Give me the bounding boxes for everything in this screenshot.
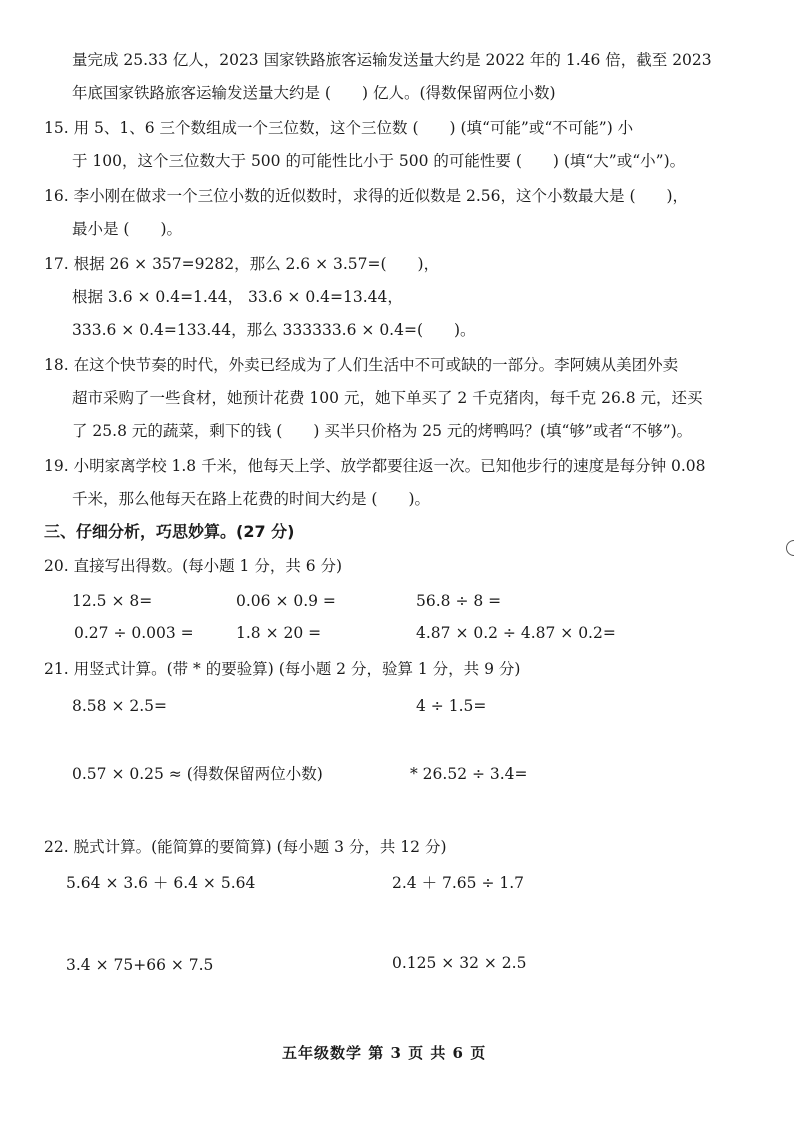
- question-22: 22. 脱式计算。(能简算的要简算) (每小题 3 分，共 12 分): [44, 838, 447, 856]
- section-heading: 三、仔细分析，巧思妙算。(27 分): [44, 522, 295, 541]
- text-line: 根据 3.6 × 0.4=1.44， 33.6 × 0.4=13.44，: [72, 288, 403, 306]
- text-line: 最小是 ( )。: [72, 220, 183, 238]
- page-footer: 五年级数学 第 3 页 共 6 页: [282, 1044, 487, 1062]
- problem: 2.4 ＋ 7.65 ÷ 1.7: [392, 874, 525, 892]
- problem: 3.4 × 75+66 × 7.5: [66, 956, 214, 974]
- problem: 1.8 × 20 =: [236, 624, 322, 642]
- problem: 0.57 × 0.25 ≈ (得数保留两位小数): [72, 765, 323, 783]
- problem: 8.58 × 2.5=: [72, 697, 167, 715]
- problem: 0.06 × 0.9 =: [236, 592, 336, 610]
- question-19: 19. 小明家离学校 1.8 千米，他每天上学、放学都要往返一次。已知他步行的速度是每分钟 0.08: [44, 457, 706, 475]
- text-line: 超市采购了一些食材，她预计花费 100 元，她下单买了 2 千克猪肉，每千克 26.8 元，还买: [72, 389, 703, 407]
- problem: 0.27 ÷ 0.003 =: [74, 624, 194, 642]
- problem: 4.87 × 0.2 ÷ 4.87 × 0.2=: [416, 624, 616, 642]
- question-16: 16. 李小刚在做求一个三位小数的近似数时，求得的近似数是 2.56，这个小数最大是 ( )，: [44, 187, 689, 205]
- text-line: 量完成 25.33 亿人，2023 国家铁路旅客运输发送量大约是 2022 年的 1.46 倍，截至 2023: [72, 51, 712, 69]
- problem: 12.5 × 8=: [72, 592, 153, 610]
- binding-hole-icon: [786, 540, 794, 556]
- problem: 0.125 × 32 × 2.5: [392, 954, 527, 972]
- question-21: 21. 用竖式计算。(带 * 的要验算) (每小题 2 分，验算 1 分，共 9 分): [44, 660, 521, 678]
- problem: * 26.52 ÷ 3.4=: [410, 765, 528, 783]
- question-17: 17. 根据 26 × 357=9282，那么 2.6 × 3.57=( )，: [44, 255, 440, 273]
- text-line: 333.6 × 0.4=133.44，那么 333333.6 × 0.4=( )。: [72, 321, 476, 339]
- text-line: 了 25.8 元的蔬菜，剩下的钱 ( ) 买半只价格为 25 元的烤鸭吗？(填“够”或者“不够”)。: [72, 422, 693, 440]
- text-line: 年底国家铁路旅客运输发送量大约是 ( ) 亿人。(得数保留两位小数): [72, 84, 556, 102]
- problem: 4 ÷ 1.5=: [416, 697, 487, 715]
- question-18: 18. 在这个快节奏的时代，外卖已经成为了人们生活中不可或缺的一部分。李阿姨从美团外卖: [44, 356, 679, 374]
- text-line: 千米，那么他每天在路上花费的时间大约是 ( )。: [72, 490, 431, 508]
- question-15: 15. 用 5、1、6 三个数组成一个三位数，这个三位数 ( ) (填“可能”或“不可能”) 小: [44, 119, 634, 137]
- problem: 56.8 ÷ 8 =: [416, 592, 502, 610]
- text-line: 于 100，这个三位数大于 500 的可能性比小于 500 的可能性要 ( ) (填“大”或“小”)。: [72, 152, 686, 170]
- question-20: 20. 直接写出得数。(每小题 1 分，共 6 分): [44, 557, 343, 575]
- problem: 5.64 × 3.6 ＋ 6.4 × 5.64: [66, 874, 256, 892]
